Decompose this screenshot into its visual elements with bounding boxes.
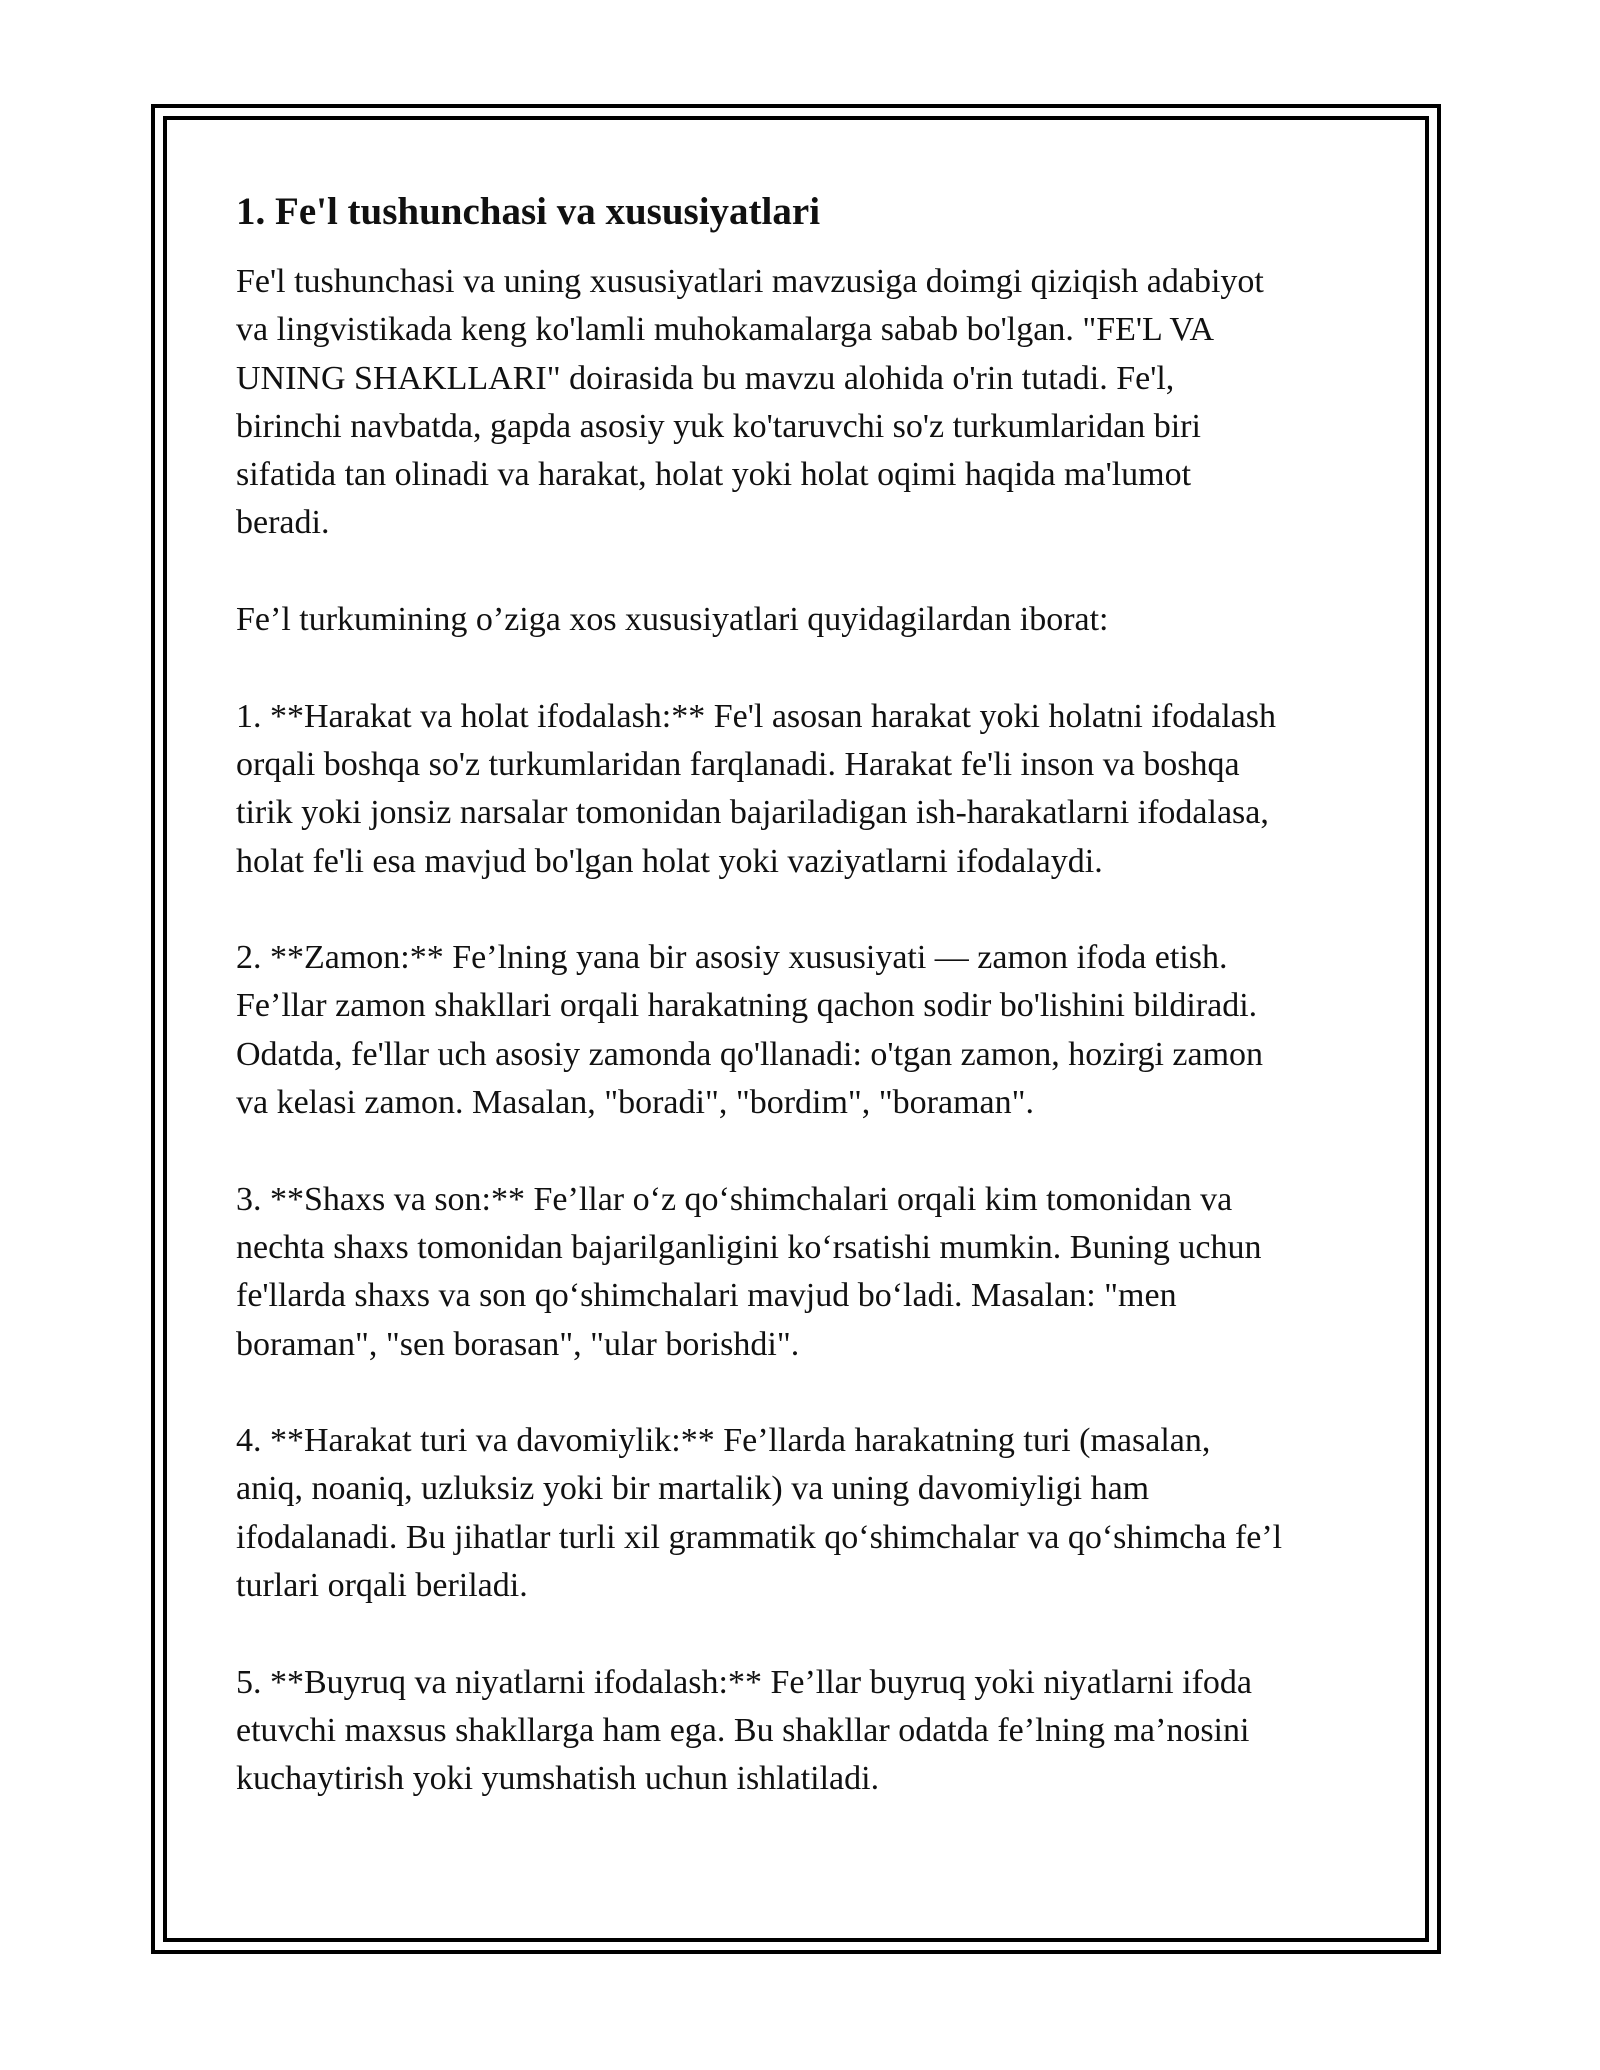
- feature-item-aspect-duration: 4. **Harakat turi va davomiylik:** Fe’llarda harakatning turi (masalan, aniq, noaniq, uzluksiz yoki bir martalik) va uning davomiyligi ham ifodalanadi. Bu jihatlar turli xil grammatik qo‘shimchalar va qo‘shimcha fe’l turlari orqali beriladi.: [236, 1422, 1283, 1605]
- document-body: [236, 188, 1366, 1852]
- feature-item-imperative-intent: 5. **Buyruq va niyatlarni ifodalash:** Fe’llar buyruq yoki niyatlarni ifoda etuvchi maxsus shakllarga ham ega. Bu shakllar odatda fe’lning ma’nosini kuchaytirish yoki yumshatish uchun ishlatiladi.: [236, 1663, 1252, 1798]
- feature-item-person-number: 3. **Shaxs va son:** Fe’llar o‘z qo‘shimchalari orqali kim tomonidan va nechta shaxs tomonidan bajarilganligini ko‘rsatishi mumkin. Buning uchun fe'llarda shaxs va son qo‘shimchalari mavjud bo‘ladi. Masalan: "men boraman", "sen borasan", "ular borishdi".: [236, 1180, 1262, 1363]
- section-heading: 1. Fe'l tushunchasi va xususiyatlari: [236, 190, 821, 233]
- feature-item-tense: 2. **Zamon:** Fe’lning yana bir asosiy xususiyati — zamon ifoda etish. Fe’llar zamon shakllari orqali harakatning qachon sodir bo'lishini bildiradi. Odatda, fe'llar uch asosiy zamonda qo'llanadi: o'tgan zamon, hozirgi zamon va kelasi zamon. Masalan, "boradi", "bordim", "boraman".: [236, 939, 1264, 1122]
- features-lead-paragraph: Fe’l turkumining o’ziga xos xususiyatlari quyidagilardan iborat:: [236, 601, 1109, 639]
- feature-item-action-state: 1. **Harakat va holat ifodalash:** Fe'l asosan harakat yoki holatni ifodalash orqali boshqa so'z turkumlaridan farqlanadi. Harakat fe'li inson va boshqa tirik yoki jonsiz narsalar tomonidan bajariladigan ish-harakatlarni ifodalasa, holat fe'li esa mavjud bo'lgan holat yoki vaziyatlarni ifodalaydi.: [236, 697, 1277, 880]
- intro-paragraph: Fe'l tushunchasi va uning xususiyatlari mavzusiga doimgi qiziqish adabiyot va lingvistikada keng ko'lamli muhokamalarga sabab bo'lgan. "FE'L VA UNING SHAKLLARI" doirasida bu mavzu alohida o'rin tutadi. Fe'l, birinchi navbatda, gapda asosiy yuk ko'taruvchi so'z turkumlaridan biri sifatida tan olinadi va harakat, holat yoki holat oqimi haqida ma'lumot beradi.: [236, 263, 1264, 542]
